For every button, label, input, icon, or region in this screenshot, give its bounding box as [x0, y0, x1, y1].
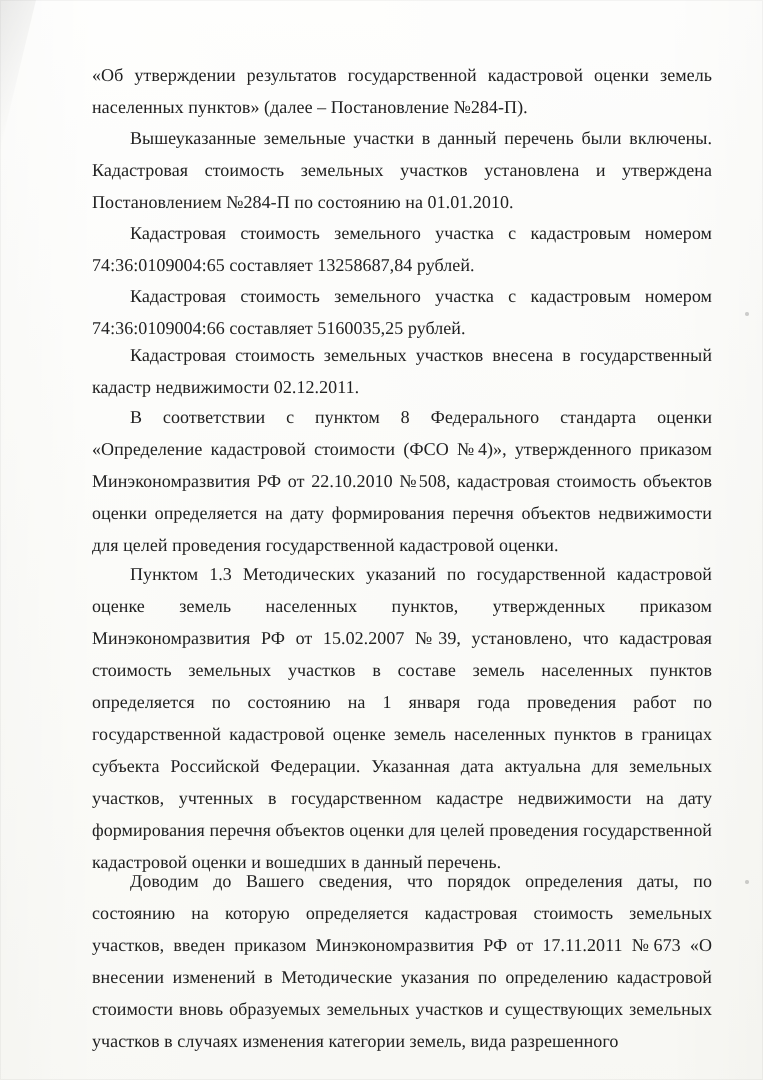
scan-mark [745, 880, 749, 884]
paragraph-registry-date: Кадастровая стоимость земельных участков внесена в государственный кадастр недвижимости 02.12.2011. [92, 345, 712, 397]
paragraph-cadastral-value-66: Кадастровая стоимость земельного участка с кадастровым номером 74:36:0109004:66 составляет 5160035,25 рублей. [92, 286, 712, 338]
paragraph-decree-title: «Об утверждении результатов государственной кадастровой оценки земель населенных пунктов» (далее – Постановление №284-П). [92, 65, 712, 117]
paragraph-included-list: Вышеуказанные земельные участки в данный перечень были включены. Кадастровая стоимость земельных участков установлена и утверждена Постановлением №284-П по состоянию на 01.01.2010. [92, 128, 712, 212]
paragraph-cadastral-value-65: Кадастровая стоимость земельного участка с кадастровым номером 74:36:0109004:65 составляет 13258687,84 рублей. [92, 223, 712, 275]
paragraph-methodical-guidelines: Пунктом 1.3 Методических указаний по государственной кадастровой оценке земель населенных пунктов, утвержденных приказом Минэкономразвития РФ от 15.02.2007 №39, установлено, что кадастровая стоимость земельных участков в составе земель населенных пунктов определяется по состоянию на 1 января года проведения работ по государственной кадастровой оценке земель населенных пунктов в границах субъекта Российской Федерации. Указанная дата актуальна для земельных участков, учтенных в государственном кадастре недвижимости на дату формирования перечня объектов оценки для целей проведения государственной кадастровой оценки и вошедших в данный перечень. [92, 564, 712, 872]
paragraph-federal-standard: В соответствии с пунктом 8 Федерального стандарта оценки «Определение кадастровой стоимости (ФСО №4)», утвержденного приказом Минэкономразвития РФ от 22.10.2010 №508, кадастровая стоимость объектов оценки определяется на дату формирования перечня объектов недвижимости для целей проведения государственной кадастровой оценки. [92, 407, 712, 555]
paragraph-order-673: Доводим до Вашего сведения, что порядок определения даты, по состоянию на которую определяется кадастровая стоимость земельных участков, введен приказом Минэкономразвития РФ от 17.11.2011 №673 «О внесении изменений в Методические указания по определению кадастровой стоимости вновь образуемых земельных участков и существующих земельных участков в случаях изменения категории земель, вида разрешенного [92, 871, 712, 1051]
folded-corner-shadow [0, 0, 36, 150]
scan-mark [745, 312, 749, 316]
